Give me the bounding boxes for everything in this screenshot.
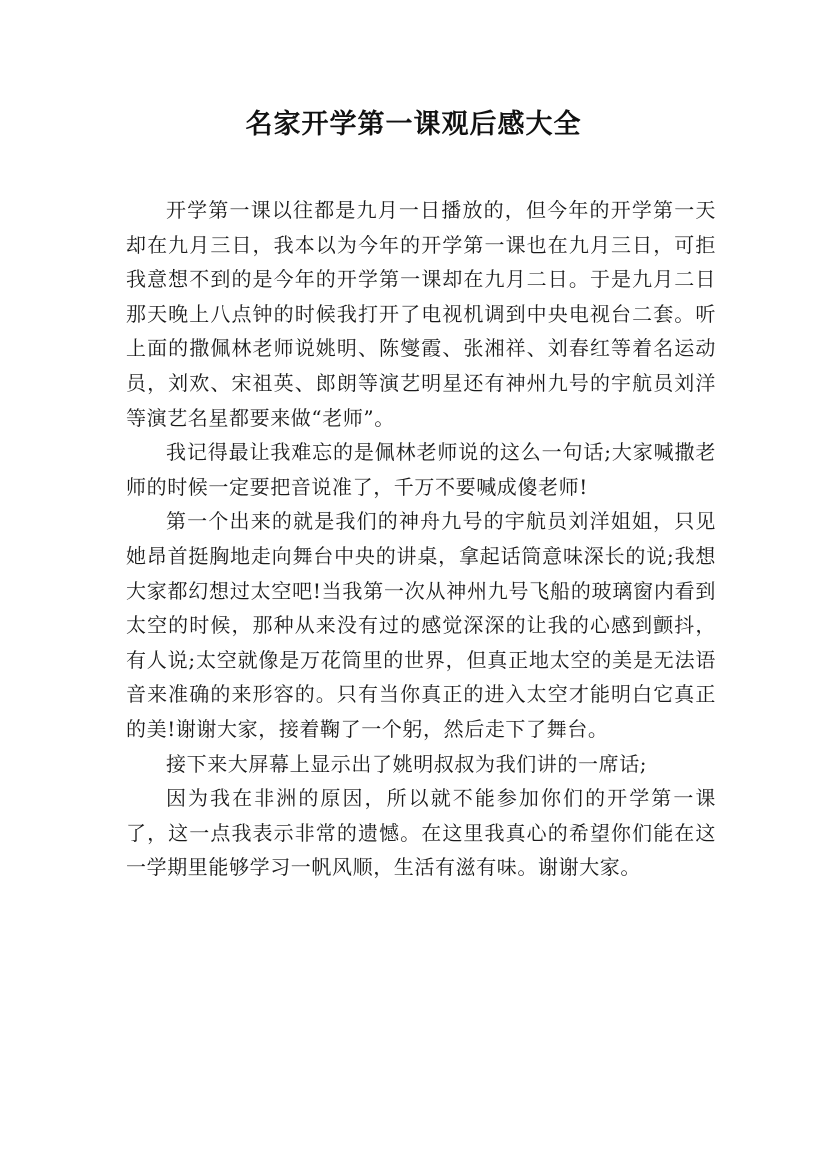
paragraph: 第一个出来的就是我们的神舟九号的宇航员刘洋姐姐，只见她昂首挺胸地走向舞台中央的讲桌，拿起话筒意味深长的说;我想大家都幻想过太空吧!当我第一次从神州九号飞船的玻璃窗内看到太空的时候，那种从来没有过的感觉深深的让我的心感到颤抖，有人说;太空就像是万花筒里的世界，但真正地太空的美是无法语音来准确的来形容的。只有当你真正的进入太空才能明白它真正的美!谢谢大家，接着鞠了一个躬，然后走下了舞台。 bbox=[126, 509, 716, 741]
document-title: 名家开学第一课观后感大全 bbox=[245, 109, 582, 140]
document-body bbox=[126, 193, 716, 885]
paragraph: 开学第一课以往都是九月一日播放的，但今年的开学第一天却在九月三日，我本以为今年的开学第一课也在九月三日，可拒我意想不到的是今年的开学第一课却在九月二日。于是九月二日那天晚上八点钟的时候我打开了电视机调到中央电视台二套。听上面的撒佩林老师说姚明、陈燮霞、张湘祥、刘春红等着名运动员，刘欢、宋祖英、郎朗等演艺明星还有神州九号的宇航员刘洋等演艺名星都要来做“老师”。 bbox=[126, 198, 716, 430]
paragraph: 我记得最让我难忘的是佩林老师说的这么一句话;大家喊撒老师的时候一定要把音说准了，千万不要喊成傻老师! bbox=[126, 440, 716, 499]
paragraph: 接下来大屏幕上显示出了姚明叔叔为我们讲的一席话; bbox=[166, 751, 648, 776]
paragraph: 因为我在非洲的原因，所以就不能参加你们的开学第一课了，这一点我表示非常的遗憾。在这里我真心的希望你们能在这一学期里能够学习一帆风顺，生活有滋有味。谢谢大家。 bbox=[126, 786, 716, 880]
